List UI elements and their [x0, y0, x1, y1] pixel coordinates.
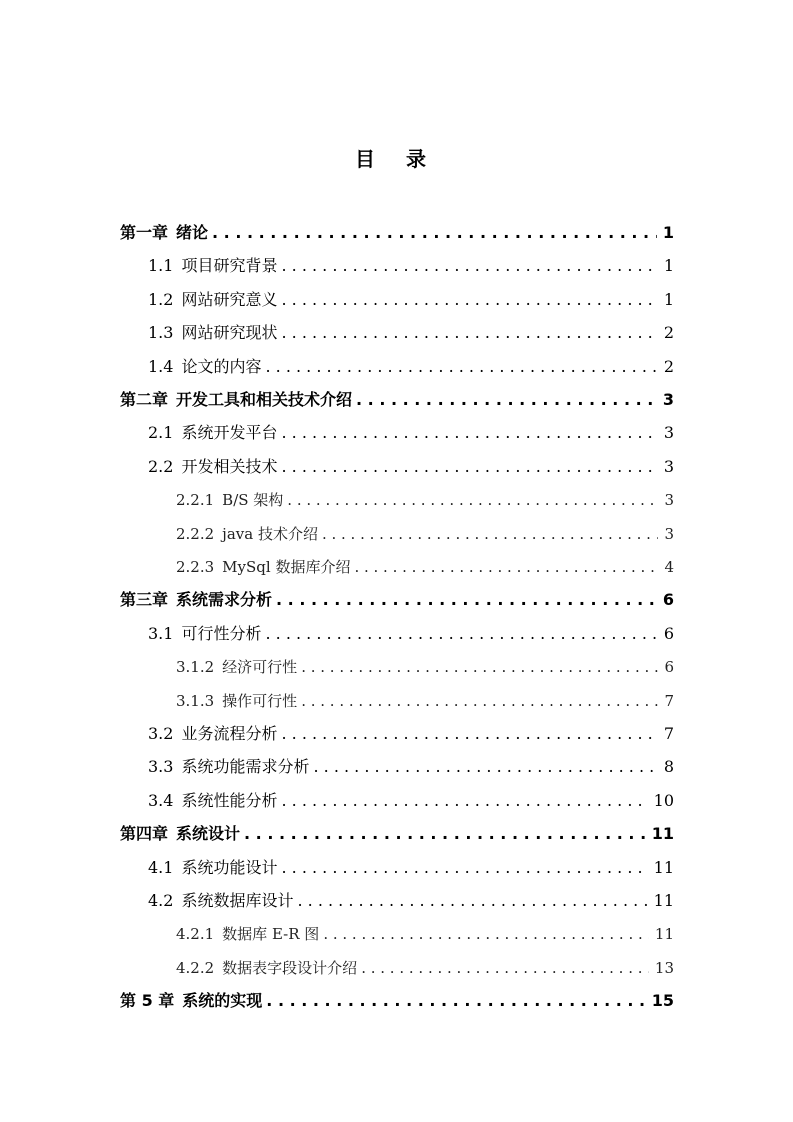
toc-entry-label: 网站研究现状 [181, 323, 278, 343]
toc-dot-leader [322, 517, 659, 551]
toc-entry-page-number: 6 [664, 658, 674, 677]
toc-dot-leader [265, 617, 657, 651]
toc-entry-number: 2.1 [148, 423, 174, 443]
toc-entry-page-number: 6 [662, 590, 674, 610]
toc-entry-label: 系统开发平台 [181, 423, 278, 443]
toc-entry-section[interactable] [148, 851, 674, 885]
toc-entry-subsection[interactable] [176, 917, 674, 951]
toc-entry-label: 网站研究意义 [181, 289, 278, 309]
toc-entry-label: 经济可行性 [222, 658, 298, 677]
toc-entry-page-number: 1 [663, 289, 674, 309]
toc-entry-page-number: 2 [663, 356, 674, 376]
toc-entry-page-number: 11 [651, 824, 674, 844]
toc-entry-section[interactable] [148, 416, 674, 450]
toc-dot-leader [281, 450, 657, 484]
toc-entry-label: 数据库 E-R 图 [222, 925, 320, 944]
toc-entry-page-number: 11 [654, 925, 674, 944]
toc-entry-chapter[interactable] [120, 817, 674, 851]
toc-entry-section[interactable] [148, 249, 674, 283]
toc-entry-label: 系统设计 [176, 824, 241, 844]
toc-entry-label: 可行性分析 [181, 623, 262, 643]
toc-entry-label: 开发相关技术 [181, 456, 278, 476]
toc-entry-page-number: 3 [664, 524, 674, 543]
toc-entry-label: 系统需求分析 [176, 590, 273, 610]
toc-entry-number: 1.4 [148, 356, 174, 376]
toc-entry-label: B/S 架构 [222, 491, 284, 510]
toc-entry-subsection[interactable] [176, 550, 674, 584]
toc-entry-subsection[interactable] [176, 684, 674, 718]
toc-title: 目 录 [355, 147, 438, 171]
toc-entry-number: 2.2.3 [176, 558, 215, 576]
toc-dot-leader [287, 483, 658, 517]
toc-entry-label: 系统功能需求分析 [181, 757, 310, 777]
toc-dot-leader [265, 350, 657, 384]
toc-entry-number: 第二章 [120, 390, 169, 409]
toc-entry-subsection[interactable] [176, 951, 674, 985]
toc-entry-page-number: 11 [653, 891, 674, 910]
toc-entry-section[interactable] [148, 283, 674, 317]
toc-dot-leader [301, 650, 658, 684]
toc-entry-label: 业务流程分析 [181, 724, 278, 743]
toc-dot-leader [361, 951, 649, 985]
toc-dot-leader [276, 583, 657, 617]
toc-entry-chapter[interactable] [120, 984, 674, 1018]
toc-dot-leader [281, 283, 657, 317]
toc-entry-section[interactable] [148, 617, 674, 651]
toc-entry-number: 4.1 [148, 857, 174, 877]
toc-dot-leader [244, 817, 646, 851]
toc-dot-leader [212, 216, 657, 250]
toc-entry-number: 1.2 [148, 289, 174, 309]
toc-entry-label: MySql 数据库介绍 [222, 558, 351, 576]
toc-entry-page-number: 3 [662, 390, 674, 409]
toc-entry-number: 3.3 [148, 757, 174, 777]
toc-entry-label: 开发工具和相关技术介绍 [176, 390, 353, 409]
toc-entry-subsection[interactable] [176, 517, 674, 551]
toc-entry-page-number: 1 [663, 256, 674, 276]
toc-entry-page-number: 10 [653, 790, 674, 810]
toc-entry-section[interactable] [148, 450, 674, 484]
toc-dot-leader [281, 416, 657, 450]
toc-entry-page-number: 13 [654, 958, 674, 977]
toc-entry-subsection[interactable] [176, 650, 674, 684]
toc-entry-number: 第 5 章 [120, 991, 175, 1011]
toc-entry-chapter[interactable] [120, 383, 674, 417]
toc-entry-number: 2.2.1 [176, 491, 215, 510]
toc-entry-page-number: 3 [664, 491, 674, 510]
toc-entry-page-number: 1 [662, 223, 674, 242]
toc-dot-leader [281, 316, 657, 350]
toc-entry-page-number: 2 [663, 323, 674, 343]
toc-entry-page-number: 11 [653, 857, 674, 877]
toc-dot-leader [297, 884, 647, 918]
toc-entry-label: 项目研究背景 [181, 256, 278, 276]
toc-entry-section[interactable] [148, 717, 674, 751]
toc-entry-label: 系统性能分析 [181, 790, 278, 810]
toc-entry-section[interactable] [148, 316, 674, 350]
toc-entry-page-number: 3 [663, 456, 674, 476]
toc-entry-page-number: 4 [664, 558, 674, 576]
toc-entry-number: 第三章 [120, 590, 169, 610]
toc-entry-page-number: 15 [651, 991, 674, 1011]
toc-dot-leader [313, 750, 657, 784]
toc-entry-number: 1.3 [148, 323, 174, 343]
toc-entry-section[interactable] [148, 750, 674, 784]
toc-dot-leader [301, 684, 658, 718]
toc-entry-section[interactable] [148, 884, 674, 918]
toc-dot-leader [281, 851, 647, 885]
toc-entry-chapter[interactable] [120, 216, 674, 250]
toc-entry-page-number: 7 [664, 691, 674, 710]
toc-entry-number: 第四章 [120, 824, 169, 844]
toc-dot-leader [356, 383, 657, 417]
toc-entry-label: 绪论 [176, 223, 209, 242]
toc-entry-subsection[interactable] [176, 483, 674, 517]
toc-entry-page-number: 7 [663, 724, 674, 743]
toc-entry-number: 2.2 [148, 456, 174, 476]
toc-dot-leader [323, 917, 649, 951]
toc-entry-number: 第一章 [120, 223, 169, 242]
toc-entry-number: 3.1.2 [176, 658, 215, 677]
toc-entry-label: 系统功能设计 [181, 857, 278, 877]
toc-dot-leader [281, 717, 657, 751]
toc-entry-number: 4.2 [148, 891, 174, 910]
toc-entry-number: 1.1 [148, 256, 174, 276]
toc-dot-leader [266, 984, 645, 1018]
toc-dot-leader [281, 249, 657, 283]
toc-entry-section[interactable] [148, 784, 674, 818]
toc-entry-number: 2.2.2 [176, 524, 215, 543]
toc-dot-leader [281, 784, 647, 818]
toc-entry-label: 数据表字段设计介绍 [222, 958, 358, 977]
toc-entry-page-number: 8 [663, 757, 674, 777]
toc-entry-page-number: 6 [663, 623, 674, 643]
toc-entry-number: 3.1.3 [176, 691, 215, 710]
toc-entry-number: 4.2.1 [176, 925, 215, 944]
toc-entry-chapter[interactable] [120, 583, 674, 617]
toc-entry-number: 3.1 [148, 623, 174, 643]
toc-entry-label: 系统的实现 [182, 991, 263, 1011]
toc-entry-label: java 技术介绍 [222, 524, 318, 543]
toc-entry-section[interactable] [148, 350, 674, 384]
toc-dot-leader [354, 550, 658, 584]
toc-entry-number: 3.4 [148, 790, 174, 810]
toc-entry-number: 4.2.2 [176, 958, 215, 977]
toc-entry-page-number: 3 [663, 423, 674, 443]
toc-entry-label: 操作可行性 [222, 691, 298, 710]
toc-entry-label: 论文的内容 [181, 356, 262, 376]
toc-entry-label: 系统数据库设计 [181, 891, 294, 910]
toc-entry-number: 3.2 [148, 724, 174, 743]
